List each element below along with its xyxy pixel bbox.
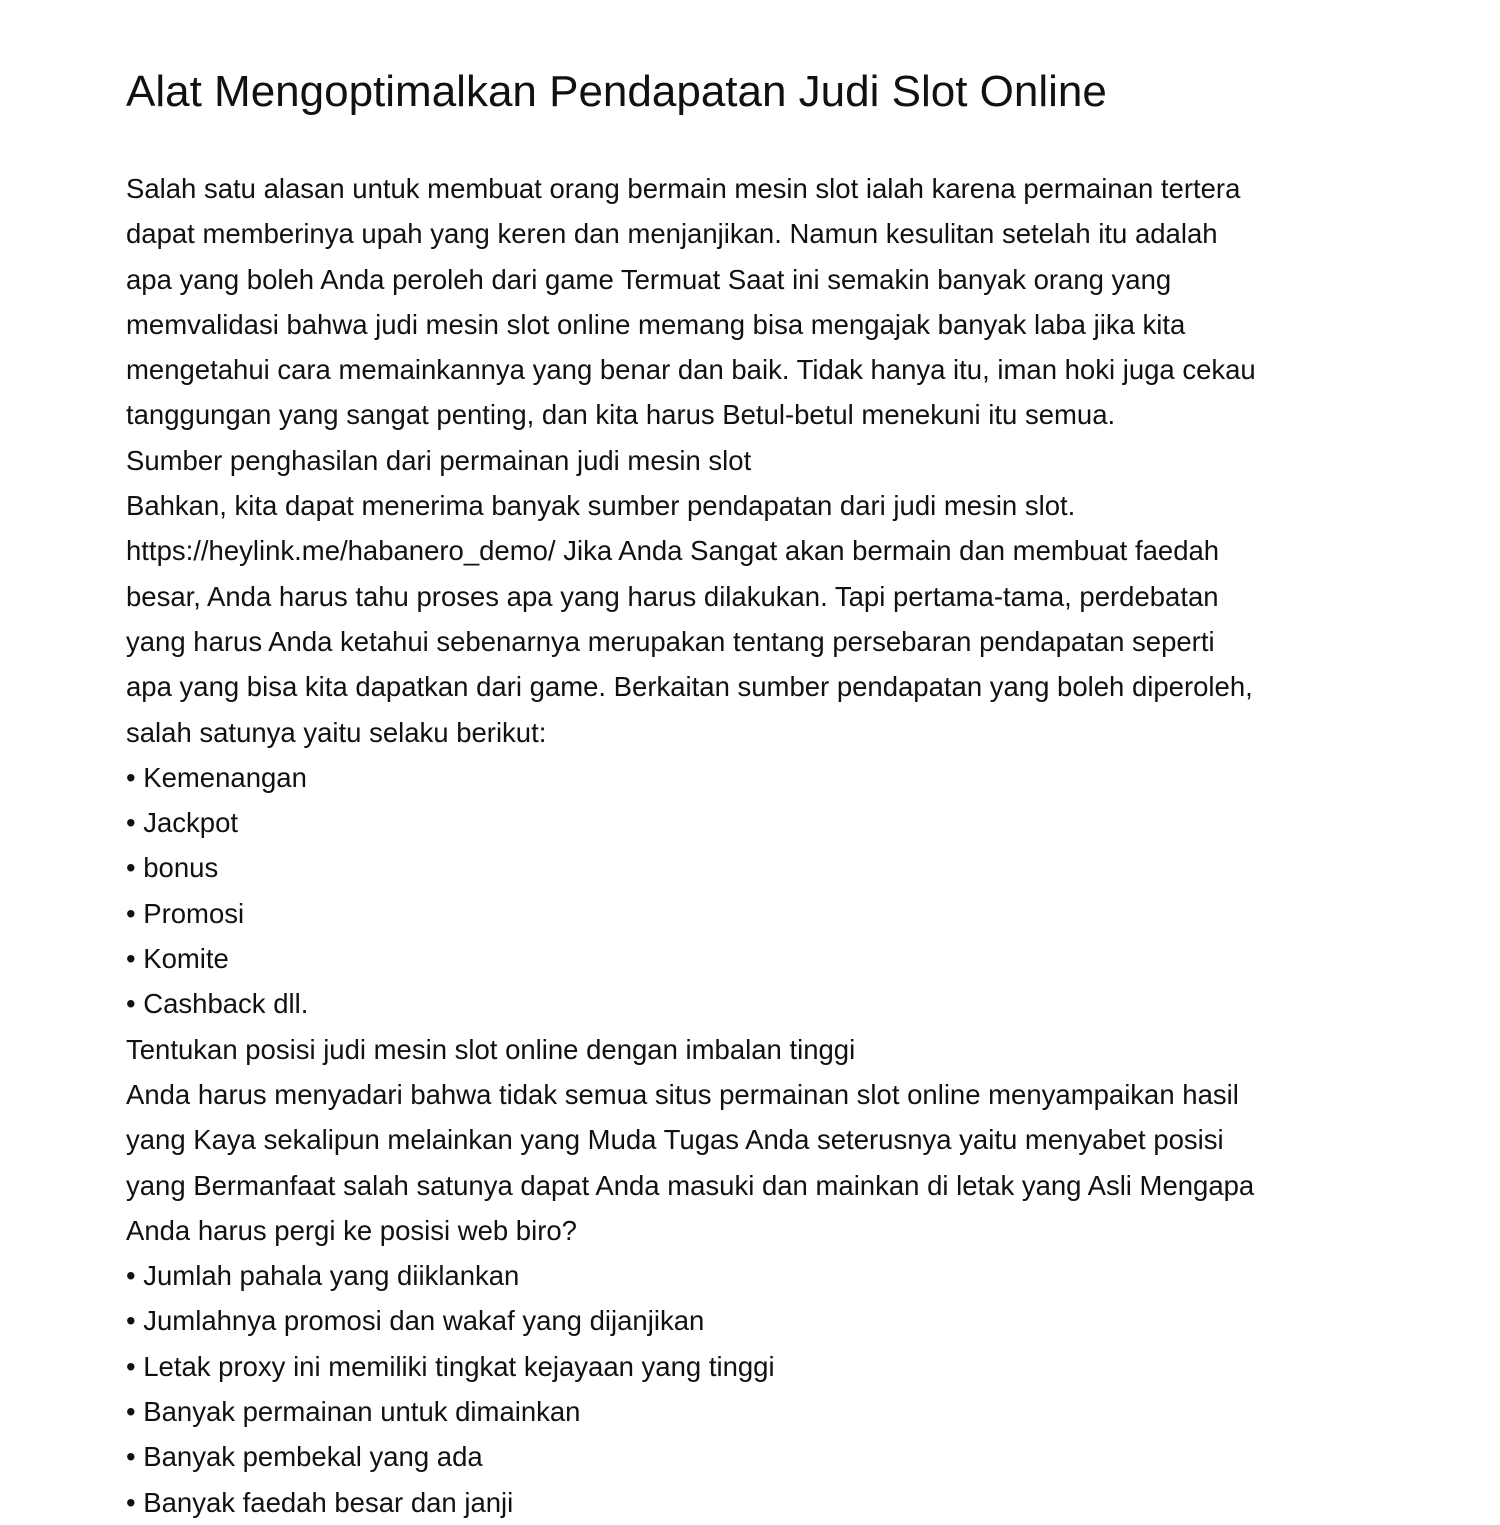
paragraph-line: Salah satu alasan untuk membuat orang bermain mesin slot ialah karena permainan tertera — [126, 173, 1241, 204]
paragraph-line: mengetahui cara memainkannya yang benar dan baik. Tidak hanya itu, iman hoki juga cekau — [126, 354, 1256, 386]
paragraph-line: yang Bermanfaat salah satunya dapat Anda masuki dan mainkan di letak yang Asli Mengapa — [126, 1169, 1255, 1201]
list-item: • Banyak faedah besar dan janji — [126, 1486, 514, 1518]
document-body — [126, 166, 1386, 1525]
paragraph-line: apa yang bisa kita dapatkan dari game. Berkaitan sumber pendapatan yang boleh diperoleh, — [126, 671, 1253, 703]
section-heading: Tentukan posisi judi mesin slot online dengan imbalan tinggi — [126, 1033, 856, 1065]
list-item: • Jumlahnya promosi dan wakaf yang dijanjikan — [126, 1305, 705, 1337]
paragraph-line: besar, Anda harus tahu proses apa yang harus dilakukan. Tapi pertama-tama, perdebatan — [126, 580, 1219, 612]
paragraph-line: dapat memberinya upah yang keren dan menjanjikan. Namun kesulitan setelah itu adalah — [126, 218, 1218, 250]
list-item: • Letak proxy ini memiliki tingkat kejayaan yang tinggi — [126, 1350, 775, 1382]
list-item: • Banyak pembekal yang ada — [126, 1441, 483, 1473]
paragraph-line: apa yang boleh Anda peroleh dari game Termuat Saat ini semakin banyak orang yang — [126, 263, 1172, 295]
paragraph-line: tanggungan yang sangat penting, dan kita harus Betul-betul menekuni itu semua. — [126, 399, 1116, 431]
list-item: • Jumlah pahala yang diiklankan — [126, 1260, 520, 1292]
list-item: • Komite — [126, 943, 229, 975]
list-item: • Banyak permainan untuk dimainkan — [126, 1396, 581, 1428]
paragraph-line: salah satunya yaitu selaku berikut: — [126, 716, 547, 748]
list-item: • Cashback dll. — [126, 988, 309, 1020]
paragraph-line: yang harus Anda ketahui sebenarnya merupakan tentang persebaran pendapatan seperti — [126, 625, 1215, 657]
paragraph-line-with-link: https://heylink.me/habanero_demo/ Jika Anda Sangat akan bermain dan membuat faedah — [126, 535, 1220, 567]
paragraph-line: memvalidasi bahwa judi mesin slot online memang bisa mengajak banyak laba jika kita — [126, 308, 1186, 340]
list-item: • Promosi — [126, 897, 245, 929]
page-title: Alat Mengoptimalkan Pendapatan Judi Slot Online — [126, 67, 1107, 116]
section-heading: Sumber penghasilan dari permainan judi mesin slot — [126, 444, 752, 476]
paragraph-line: Anda harus menyadari bahwa tidak semua situs permainan slot online menyampaikan hasil — [126, 1078, 1239, 1110]
paragraph-line: Bahkan, kita dapat menerima banyak sumber pendapatan dari judi mesin slot. — [126, 490, 1076, 522]
paragraph-line: yang Kaya sekalipun melainkan yang Muda Tugas Anda seterusnya yaitu menyabet posisi — [126, 1124, 1224, 1156]
paragraph-line: Anda harus pergi ke posisi web biro? — [126, 1214, 577, 1246]
list-item: • Jackpot — [126, 807, 239, 839]
list-item: • Kemenangan — [126, 761, 307, 793]
list-item: • bonus — [126, 852, 219, 884]
